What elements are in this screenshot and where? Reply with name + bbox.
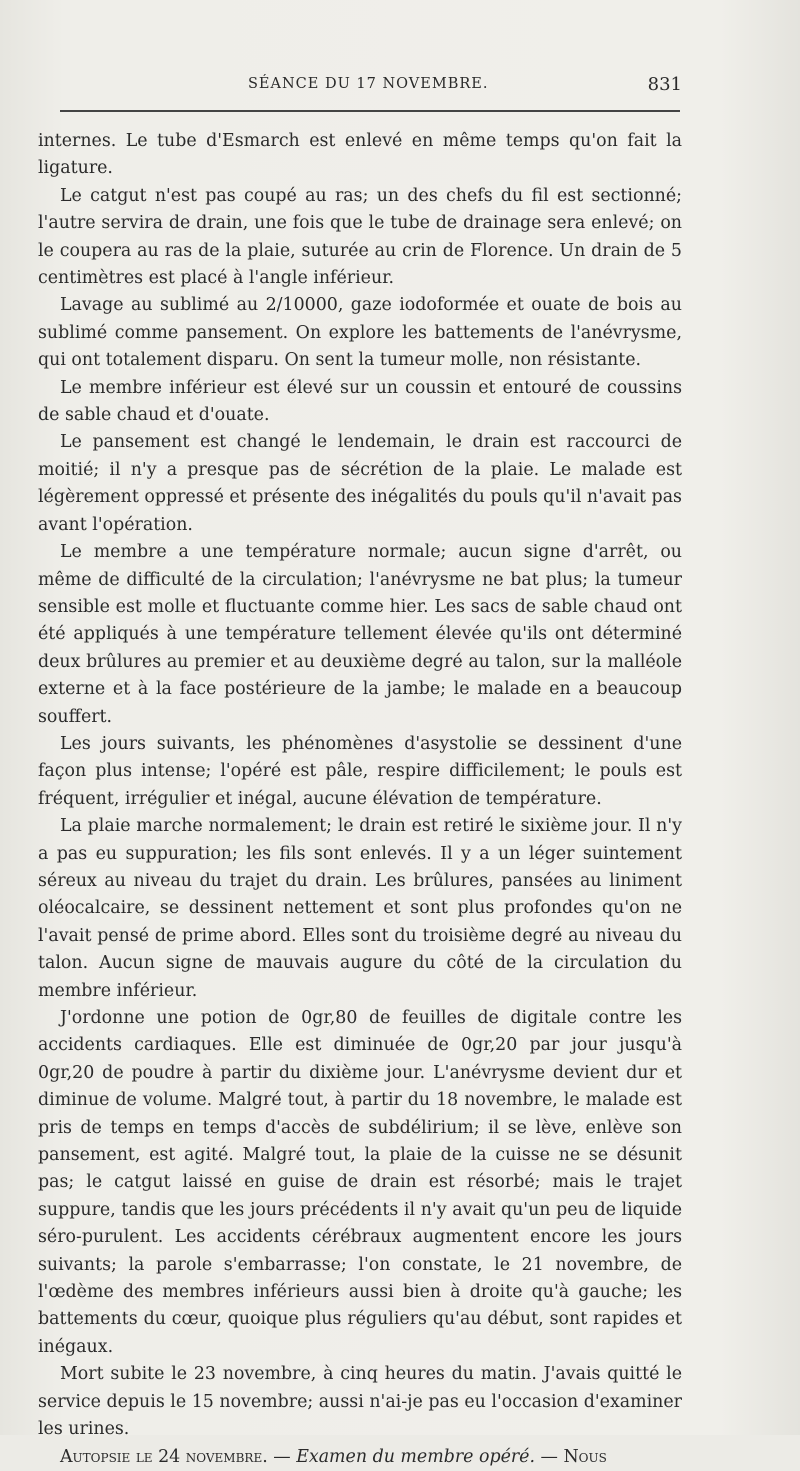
continuation-word: Nous bbox=[563, 1446, 607, 1467]
em-dash: — bbox=[267, 1446, 297, 1467]
paragraph: Lavage au sublimé au 2/10000, gaze iodoformée et ouate de bois au sublimé comme pansement. On explore les battements de l'anévrysme, qui ont totalement disparu. On sent la tumeur molle, non résistante. bbox=[38, 295, 682, 371]
paragraph: Les jours suivants, les phénomènes d'asystolie se dessinent d'une façon plus intense; l'opéré est pâle, respire difficilement; le pouls est fréquent, irrégulier et inégal, aucune élévation de température. bbox=[38, 733, 682, 809]
paragraph: Le catgut n'est pas coupé au ras; un des chefs du fil est sectionné; l'autre servira de drain, une fois que le tube de drainage sera enlevé; on le coupera au ras de la plaie, suturée au crin de Florence. Un drain de 5 centimètres est placé à l'angle inférieur. bbox=[38, 185, 682, 289]
header-rule bbox=[60, 110, 680, 112]
autopsie-line bbox=[38, 1444, 682, 1471]
page-number: 831 bbox=[647, 74, 682, 95]
em-dash: — bbox=[535, 1446, 564, 1467]
section-heading: Examen du membre opéré. bbox=[296, 1446, 535, 1467]
autopsie-label: Autopsie le 24 novembre. bbox=[60, 1446, 268, 1467]
paragraph: Le pansement est changé le lendemain, le drain est raccourci de moitié; il n'y a presque pas de sécrétion de la plaie. Le malade est légèrement oppressé et présente des inégalités du pouls qu'il n'avait pas avant l'opération. bbox=[38, 432, 682, 535]
paragraph: Le membre a une température normale; aucun signe d'arrêt, ou même de difficulté de la circulation; l'anévrysme ne bat plus; la tumeur sensible est molle et fluctuante comme hier. Les sacs de sable chaud ont été appliqués à une température tellement élevée qu'ils ont déterminé deux brûlures au premier et au deuxième degré au talon, sur la malléole externe et à la face postérieure de la jambe; le malade en a beaucoup souffert. bbox=[38, 542, 682, 727]
running-header bbox=[38, 76, 682, 100]
paragraph: J'ordonne une potion de 0gr,80 de feuilles de digitale contre les accidents cardiaques. Elle est diminuée de 0gr,20 par jour jusqu'à 0gr,20 de poudre à partir du dixième jour. L'anévrysme devient dur et diminue de volume. Malgré tout, à partir du 18 novembre, le malade est pris de temps en temps d'accès de subdélirium; il se lève, enlève son pansement, est agité. Malgré tout, la plaie de la cuisse ne se désunit pas; le catgut laissé en guise de drain est résorbé; mais le trajet suppure, tandis que les jours précédents il n'y avait qu'un peu de liquide séro-purulent. Les accidents cérébraux augmentent encore les jours suivants; la parole s'embarrasse; l'on constate, le 21 novembre, de l'œdème des membres inférieurs aussi bien à droite qu'à gauche; les battements du cœur, quoique plus réguliers qu'au début, sont rapides et inégaux. bbox=[38, 1008, 682, 1357]
body-text bbox=[38, 128, 682, 1471]
paragraph: Mort subite le 23 novembre, à cinq heures du matin. J'avais quitté le service depuis le 15 novembre; aussi n'ai-je pas eu l'occasion d'examiner les urines. bbox=[38, 1364, 682, 1440]
paragraph: Le membre inférieur est élevé sur un coussin et entouré de coussins de sable chaud et d'ouate. bbox=[38, 377, 682, 426]
paragraph: La plaie marche normalement; le drain est retiré le sixième jour. Il n'y a pas eu suppuration; les fils sont enlevés. Il y a un léger suintement séreux au niveau du trajet du drain. Les brûlures, pansées au liniment oléocalcaire, se dessinent nettement et sont plus profondes qu'on ne l'avait pensé de prime abord. Elles sont du troisième degré au niveau du talon. Aucun signe de mauvais augure du côté de la circulation du membre inférieur. bbox=[38, 816, 682, 1001]
paragraph: internes. Le tube d'Esmarch est enlevé en même temps qu'on fait la ligature. bbox=[38, 131, 682, 179]
header-title: SÉANCE DU 17 NOVEMBRE. bbox=[248, 76, 489, 92]
